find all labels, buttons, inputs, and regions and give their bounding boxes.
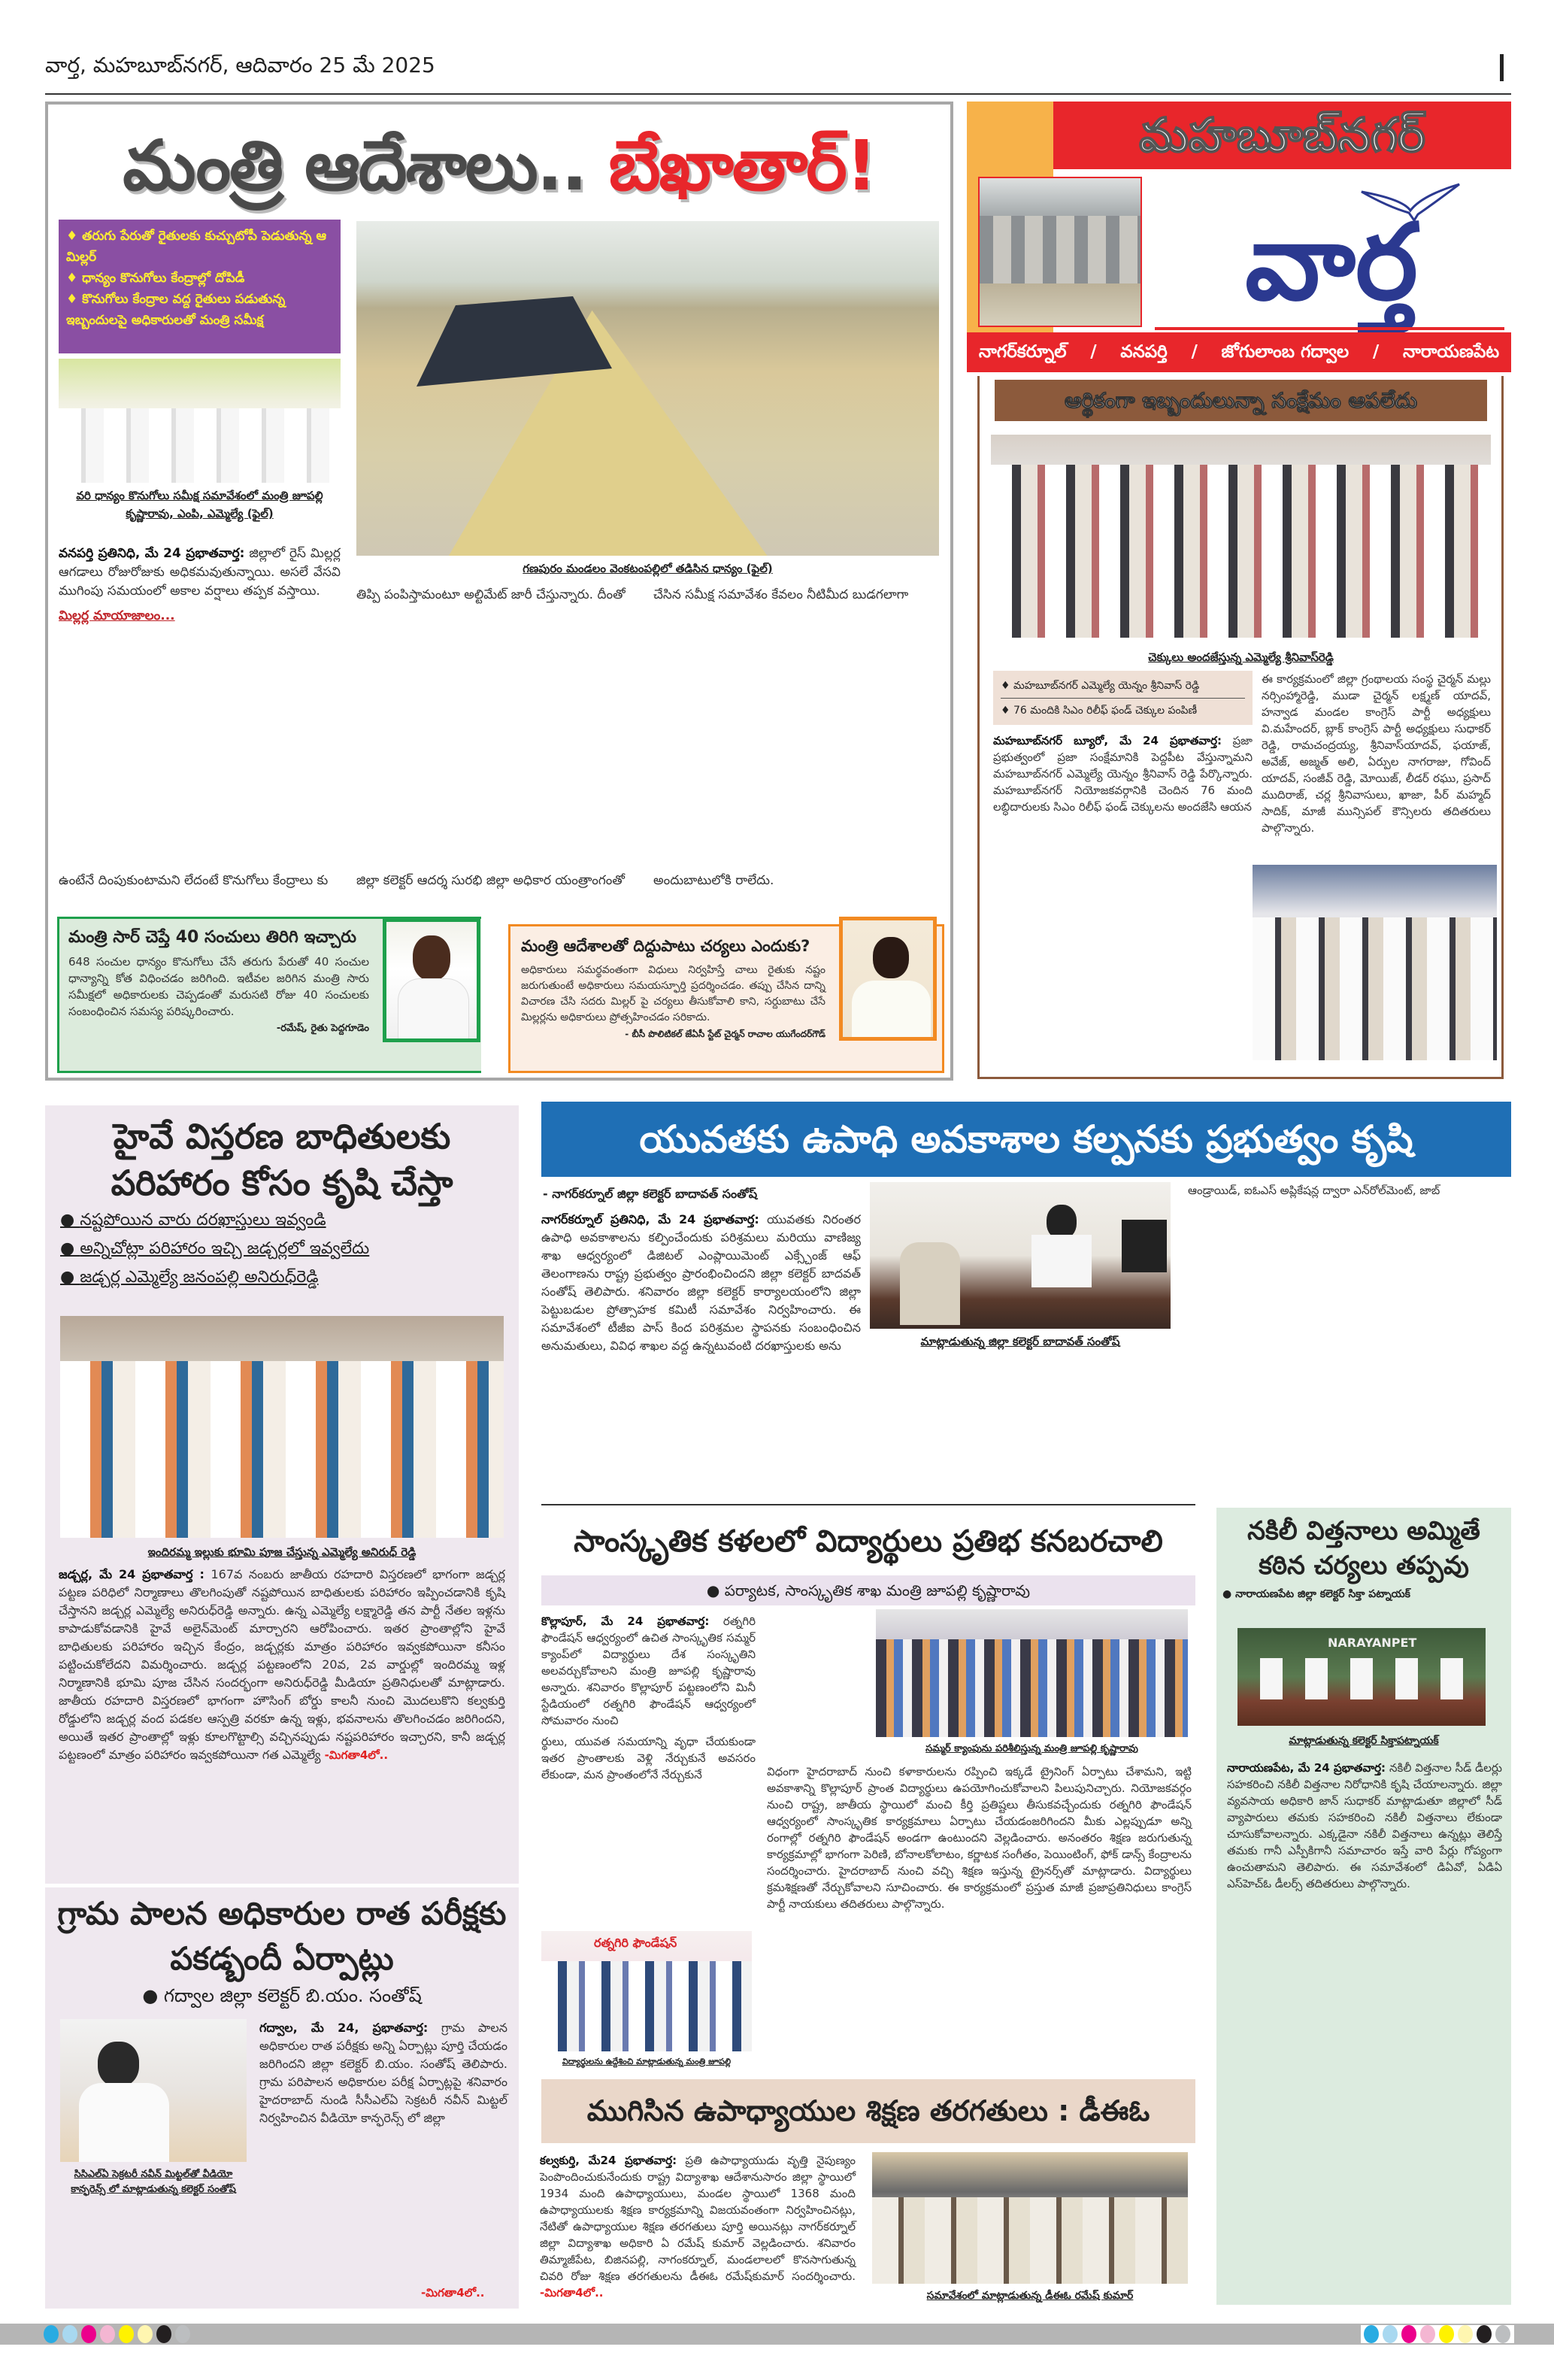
continued-marker: -మిగతా4లో.. <box>421 2286 485 2300</box>
youth-headline: యువతకు ఉపాధి అవకాశాల కల్పనకు ప్రభుత్వం కృషి <box>639 1117 1413 1161</box>
culture-column-1-end: ర్థులు, యువత సమయాన్ని వృధా చేయకుండా ఇతర ప్రాంతాలకు వెళ్లి నేర్చుకునే అవసరం లేకుండా, మన ప్రాంతంలోనే నేర్చుకునే <box>541 1735 756 1781</box>
seeds-body: నారాయణపేట, మే 24 ప్రభాతవార్త: నకిలీ విత్తనాల సీడ్ డీలర్లు సహకరించి నకిలీ విత్తనాల నిరోధానికి కృషి చేయాలన్నారు. జిల్లా వ్యవసాయ అధికారి జాన్ సుధాకర్ మాట్లాడుతూ జిల్లాలో సీడ్ వ్యాపారులు తమకు సహకరించి నకిలీ విత్తనాలు లేకుండా చూసుకోవాలన్నారు. ఎక్కడైనా నకిలీ విత్తనాలు ఉన్నట్లు తెలిస్తే తమకు గానీ ఎస్పీకిగానీ సమాచారం ఇస్తే వారి పేర్లు గోప్యంగా ఉంచుతామని తెలిపారు. ఈ సమావేశంలో డిఏవో, ఏడిఏ ఎస్‌హెచ్‌ఓ డీలర్స్ తదితరులు పాల్గొన్నారు. <box>1227 1761 1502 1890</box>
photo-sign-text: NARAYANPET <box>1328 1636 1417 1650</box>
bhoomi-puja-caption: ఇందిరమ్మ ఇల్లుకు భూమి పూజ చేస్తున్న ఎమ్మెల్యే అనిరుధ్ రెడ్డి <box>147 1545 417 1559</box>
masthead-districts: నాగర్‌కర్నూల్ / వనపర్తి / జోగులాంబ గద్వాల / నారాయణపేట <box>967 332 1511 372</box>
collector-santosh-caption: మాట్లాడుతున్న జిల్లా కలెక్టర్ బాదావత్ సంతోష్ <box>920 1335 1120 1348</box>
yugender-goud-photo <box>839 917 937 1041</box>
page-header <box>45 53 1511 95</box>
color-dot <box>44 2325 59 2343</box>
color-dot <box>1458 2325 1473 2343</box>
lead-headline-part1: మంత్రి ఆదేశాలు.. <box>123 126 586 206</box>
bullet: ● నష్టపోయిన వారు దరఖాస్తులు ఇవ్వండి <box>60 1211 326 1229</box>
deo-body: కల్వకుర్తి, మే24 ప్రభాతవార్త: ప్రతి ఉపాధ్యాయుడు వృత్తి నైపుణ్యం పెంపొందించుకునేందుకు రాష్ట్ర విద్యాశాఖ ఆదేశానుసారం జిల్లా స్థాయిలో 1934 మంది ఉపాధ్యాయులు, మండల స్థాయిలో 1368 మంది ఉపాధ్యాయులకు శిక్షణ కార్యక్రమాన్ని విజయవంతంగా నిర్వహించినట్లు, నేటితో ఉపాధ్యాయుల శిక్షణ తరగతులు పూర్తి అయినట్లు నాగర్‌కర్నూల్ జిల్లా విద్యాశాఖ అధికారి ఏ రమేష్ కుమార్ వెల్లడించారు. శనివారం తిమ్మాజీపేట, బిజినపల్లి, నాగంకర్నూల్, మండలాలలో కొనసాగుతున్న చివరి రోజు శిక్షణ తరగతులను డీఈఓ రమేష్‌కుమార్ సందర్శించారు. -మిగతా4లో.. <box>540 2154 856 2300</box>
highway-heading-block <box>53 1113 511 1292</box>
quote-title: మంత్రి సార్ చెప్తే 40 సంచులు తిరిగి ఇచ్చారు <box>68 928 356 947</box>
district-nagarkurnool: నాగర్‌కర్నూల్ <box>978 342 1067 362</box>
culture-headline: సాంస్కృతిక కళలలో విద్యార్థులు ప్రతిభ కనబరచాలి <box>574 1524 1163 1559</box>
quote-title: మంత్రి ఆదేశాలతో దిద్దుపాటు చర్యలు ఎందుకు? <box>521 937 810 955</box>
gadwal-subline: ● గద్వాల జిల్లా కలెక్టర్ బి.యం. సంతోష్ <box>142 1985 422 2006</box>
bhoomi-puja-photo <box>60 1316 504 1538</box>
cheque-photo-caption: చెక్కులు అందజేస్తున్న ఎమ్మెల్యే శ్రీనివాస్‌రెడ్డి <box>1148 650 1334 664</box>
registration-marks-left <box>44 2325 194 2343</box>
welfare-dateline: మహబూబ్‌నగర్ బ్యూరో, మే 24 ప్రభాతవార్త: <box>993 734 1222 747</box>
lead-column-2-end: జిల్లా కలెక్టర్ ఆదర్శ సురభి జిల్లా అధికార యంత్రాంగంతో <box>356 873 625 888</box>
masthead <box>967 102 1511 372</box>
deo-headline-band <box>541 2079 1195 2143</box>
highway-story <box>45 1105 519 1884</box>
welfare-headline-band <box>995 380 1487 421</box>
culture-column-1: కొల్లాపూర్, మే 24 ప్రభాతవార్త: రత్నగిరి ఫౌండేషన్ ఆధ్వర్యంలో ఉచిత సాంస్కృతిక సమ్మర్ క్యాంప్‌లో విద్యార్థులు దేశ సంస్కృతిని అలవర్చుకోవాలని మంత్రి జూపల్లి కృష్ణారావు అన్నారు. శనివారం కొల్లాపూర్ పట్టణంలోని మినీ స్టేడియంలో రత్నగిరి ఫౌండేషన్ ఆధ్వర్యంలో సోమవారం నుంచి <box>541 1614 756 1727</box>
color-dot <box>175 2325 190 2343</box>
color-dot <box>1364 2325 1379 2343</box>
welfare-headline: ఆర్థికంగా ఇబ్బందులున్నా సంక్షేమం ఆపలేదు <box>1064 388 1418 413</box>
gadwal-heading-block <box>53 1891 511 2010</box>
lead-column-1-end: ఉంటేనే దింపుకుంటామని లేదంటే కొనుగోలు కేంద్రాలు కు <box>59 873 329 888</box>
youth-byline: - నాగర్‌కర్నూల్ జిల్లా కలెక్టర్ బాదావత్ సంతోష్ <box>543 1187 758 1201</box>
culture-subline-band: ● పర్యాటక, సాంస్కృతిక శాఖ మంత్రి జూపల్లి కృష్ణారావు <box>541 1575 1195 1605</box>
welfare-column-1: మహబూబ్‌నగర్ బ్యూరో, మే 24 ప్రభాతవార్త: ప్రజా ప్రభుత్వంలో ప్రజా సంక్షేమానికి పెద్దపీట వేస్తున్నామని మహబూబ్‌నగర్ ఎమ్మెల్యే యెన్నం శ్రీనివాస్ రెడ్డి పేర్కొన్నారు. మహబూబ్‌నగర్ నియోజకవర్గానికి చెందిన 76 మంది లబ్ధిదారులకు సిఎం రిలీఫ్ ఫండ్ చెక్కులను అందజేసి ఆయన <box>993 734 1253 814</box>
culture-column-3: విధంగా హైదరాబాద్ నుంచి కళాకారులను రప్పించి ఇక్కడే ట్రైనింగ్ ఏర్పాటు చేశామని, ఇట్టి అవకాశాన్ని కొల్లాపూర్ ప్రాంత విద్యార్థులు ఉపయోగించుకోవాలని పిలుపునిచ్చారు. నియోజకవర్గం నుంచి రాష్ట్ర, జాతీయ స్థాయిలో మంచి కీర్తి ప్రతిష్టలు తీసుకవచ్చేందుకు రత్నగిరి ఫౌండేషన్ ఆధ్వర్యంలో సాంస్కృతిక కార్యక్రమాలు ఏర్పాటు చేయడంజరిగిందని మీకు ఎల్లప్పుడూ అన్ని రంగాల్లో రత్నగిరి ఫౌండేషన్ అండగా ఉంటుందని వెల్లడించారు. అనంతరం శిక్షణ జరుగుతున్న కార్యక్రమాల్లో భాగంగా పెరిణి, బోనాలకోలాటం, కర్ణాటక సంగీతం, పెయింటింగ్, ఫోక్ డాన్స్ కేంద్రాలను సందర్శించారు. హైదరాబాద్ నుంచి వచ్చి శిక్షణ ఇస్తున్న ట్రైనర్స్‌తో మాట్లాడారు. విద్యార్థులు క్రమశిక్షణతో నేర్చుకోవాలని సూచించారు. ఈ కార్యక్రమంలో ప్రస్తుత మాజీ ప్రజాప్రతినిధులు కాంగ్రెస్ పార్టీ నాయకులు తదితరులు పాల్గొన్నారు. <box>767 1765 1192 1911</box>
culture-text-column-1 <box>541 1613 756 1783</box>
highway-headline: హైవే విస్తరణ బాధితులకు పరిహారం కోసం కృషి చేస్తా <box>111 1116 453 1203</box>
collector-sikta-caption: మాట్లాడుతున్న కలెక్టర్ సిక్తాపట్నాయక్ <box>1289 1735 1439 1747</box>
collector-sikta-photo <box>1237 1628 1486 1726</box>
highway-dateline: జడ్చర్ల, మే 24 ప్రభాతవార్త : <box>59 1567 204 1581</box>
highlight: ♦ తరుగు పేరుతో రైతులకు కుచ్చుటోపీ పెడుతున్న ఆ మిల్లర్ <box>66 229 327 265</box>
district-wanaparthy: వనపర్తి <box>1120 342 1168 362</box>
color-dot <box>156 2325 171 2343</box>
review-meeting-photo <box>59 359 341 483</box>
color-dot <box>100 2325 115 2343</box>
gadwal-dateline: గద్వాల, మే 24, ప్రభాతవార్త: <box>259 2021 429 2035</box>
gadwal-headline: గ్రామ పాలన అధికారుల రాత పరీక్షకు పకడ్బందీ ఏర్పాట్లు <box>57 1895 507 1977</box>
bullet: ● అన్నిచోట్లా పరిహారం ఇచ్చి జడ్చర్లలో ఇవ్వలేదు <box>60 1239 370 1258</box>
lead-column-3-end: అందుబాటులోకి రాలేదు. <box>653 873 774 888</box>
lead-headline <box>56 121 943 211</box>
masthead-region: మహబూబ్‌నగర్ <box>1139 108 1425 162</box>
quote-text: అధికారులు సమర్థవంతంగా విధులు నిర్వహిస్తే చాలు రైతుకు నష్టం జరుగుతుంటే అధికారులు సమయస్ఫూర్తి ప్రదర్శించడం. తప్పు చేసిన దాన్ని విచారణ చేసి సదరు మిల్లర్ పై చర్యలు తీసుకోవాలి కాని, సర్దుబాటు చేసే మిల్లర్లను అధికారులు ప్రోత్సహించడం సరికాదు. <box>521 964 825 1023</box>
color-dot <box>1477 2325 1492 2343</box>
photo-banner-text: రత్నగిరి ఫౌండేషన్ <box>594 1936 677 1950</box>
district-gadwal: జోగులాంబ గద్వాల <box>1221 342 1350 362</box>
collector-video-conference-photo <box>60 2019 247 2162</box>
bullet: ● జడ్చర్ల ఎమ్మెల్యే జనంపల్లి అనిరుధ్‌రెడ్డి <box>60 1268 319 1287</box>
culture-subline: పర్యాటక, సాంస్కృతిక శాఖ మంత్రి జూపల్లి కృష్ణారావు <box>724 1581 1031 1599</box>
highway-body: జడ్చర్ల, మే 24 ప్రభాతవార్త : 167వ నంబరు జాతీయ రహదారి విస్తరణలో భాగంగా జడ్చర్ల పట్టణ పరిధిలో నిర్మాణాలు తొలగింపుతో నష్టపోయిన బాధితులకు పరిహారం ఇప్పించడానికి కృషి చేస్తానని జడ్చర్ల ఎమ్మెల్యే అనిరుధ్‌రెడ్డి అన్నారు. ఉన్న ఎమ్మెల్యే లక్ష్మారెడ్డి తన పార్టీ నేతల ఇళ్లను కాపాడుకోవడానికి హైవే అలైన్‌మెంట్ మార్చారని ఆరోపించారు. ఇతర ప్రాంతాల్లోని హైవే బాధితులకు పరిహారం ఇచ్చిన కేంద్రం, జడ్చర్లకు మాత్రం పరిహారం ఇవ్వకపోయినా కనీసం పట్టించుకోలేదని విమర్శించారు. జడ్చర్ల పట్టణంలోని 20వ, 2వ వార్డుల్లో ఇందిరమ్మ ఇళ్ల నిర్మాణానికి భూమి పూజ చేసిన సందర్భంగా అనిరుధ్‌రెడ్డి మీడియా ప్రతినిధులతో మాట్లాడారు. జాతీయ రహదారి విస్తరణలో భాగంగా హౌసింగ్ బోర్డు కాలనీ నుంచి మొదలుకొని కల్వకుర్తి రోడ్డులోని జడ్చర్ల వంద పడకల ఆస్పత్రి వరకూ ఉన్న ఇళ్లు, భవనాలను తొలగించడం జరిగిందని, అయితే ఇతర ప్రాంతాల్లో ఇళ్లు కూలగొట్టాల్సి వచ్చినప్పుడు నష్టపరిహారం ఇచ్చారని, కానీ జడ్చర్ల పట్టణంలో మాత్రం పరిహారం ఇవ్వకపోయినా గత ఎమ్మెల్యే -మిగతా4లో.. <box>59 1567 505 1762</box>
page-dateline: వార్త, మహబూబ్‌నగర్, ఆదివారం 25 మే 2025 <box>45 53 435 77</box>
color-dot <box>138 2325 153 2343</box>
welfare-story <box>977 376 1504 1079</box>
quote-attribution: - బీసీ పొలిటికల్ జేఏసీ స్టేట్ చైర్మన్ రాచాల యుగేందర్‌గౌడ్ <box>625 1029 825 1039</box>
minister-addressing-caption: విద్యార్థులను ఉద్దేశించి మాట్లాడుతున్న మంత్రి జూపల్లి <box>562 2057 732 2066</box>
lead-headline-part2: బేఖాతార్! <box>608 126 876 206</box>
lead-dateline: వనపర్తి ప్రతినిధి, మే 24 ప్రభాతవార్త: <box>59 546 245 561</box>
youth-column-3: ఆండ్రాయిడ్, ఐఓఎస్ అప్లికేషన్ల ద్వారా ఎన్‌రోల్‌మెంట్, జాబ్ <box>1188 1184 1440 1197</box>
highlight: ♦ ధాన్యం కొనుగోలు కేంద్రాల్లో దోపిడీ <box>66 271 245 286</box>
registration-marks-right <box>1361 2325 1514 2343</box>
lead-column-3: చేసిన సమీక్ష సమావేశం కేవలం నీటిమీద బుడగలాగా <box>653 587 909 602</box>
highlight: ♦ 76 మందికి సిఎం రిలీఫ్ ఫండ్ చెక్కుల పంపిణీ <box>1001 705 1198 717</box>
youth-dateline: నాగర్‌కర్నూల్ ప్రతినిధి, మే 24 ప్రభాతవార్త: <box>541 1212 759 1226</box>
gadwal-body: గద్వాల, మే 24, ప్రభాతవార్త: గ్రామ పాలన అధికారుల రాత పరీక్షకు అన్ని ఏర్పాట్లు పూర్తి చేయడం జరిగిందని జిల్లా కలెక్టర్ బి.యం. సంతోష్ తెలిపారు. గ్రామ పరిపాలన అధికారుల పరీక్ష ఏర్పాట్లపై శనివారం హైదరాబాద్ నుండి సీసీఎల్ఏ సెక్రటరీ నవీన్ మిట్టల్ నిర్వహించిన వీడియో కాన్ఫరెన్స్ లో జిల్లా <box>259 2021 507 2125</box>
wet-paddy-photo <box>356 221 939 556</box>
dam-photo <box>978 177 1142 327</box>
page-edge-mark <box>1500 54 1504 81</box>
lead-subhead: మిల్లర్ల మాయాజాలం... <box>59 608 175 623</box>
color-dot <box>1383 2325 1398 2343</box>
collector-video-conference-caption: సిసిఎల్ఏ సెక్రటరీ నవీన్ మిట్టల్‌తో వీడియో కాన్ఫరెన్స్ లో మాట్లాడుతున్న కలెక్టర్ సంతోష్ <box>71 2169 236 2195</box>
color-dot <box>1495 2325 1510 2343</box>
wet-paddy-caption: గణపురం మండలం వెంకటంపల్లిలో తడిసిన ధాన్యం (ఫైల్) <box>523 562 773 575</box>
gadwal-story <box>45 1887 519 2309</box>
lead-highlights-box <box>59 220 341 353</box>
color-dot <box>62 2325 77 2343</box>
cheque-distribution-photo <box>991 435 1491 638</box>
seeds-headline: నకిలీ విత్తనాలు అమ్మితే కఠిన చర్యలు తప్పవు <box>1247 1516 1480 1581</box>
continued-marker: -మిగతా4లో.. <box>540 2286 604 2300</box>
summer-camp-caption: సమ్మర్ క్యాంపును పరిశీలిస్తున్న మంత్రి జూపల్లి కృష్ణారావు <box>925 1743 1138 1754</box>
masthead-logo: వార్త <box>1245 202 1418 324</box>
farmer-ramesh-photo <box>383 918 480 1042</box>
deo-dateline: కల్వకుర్తి, మే24 ప్రభాతవార్త: <box>540 2154 677 2167</box>
seeds-subline: ● నారాయణపేట జిల్లా కలెక్టర్ సిక్తా పట్నాయక్ <box>1222 1588 1410 1600</box>
collector-santosh-photo <box>870 1182 1171 1329</box>
seeds-story <box>1216 1508 1511 2305</box>
lead-story <box>45 102 953 1081</box>
review-meeting-caption: వరి ధాన్యం కొనుగోలు సమీక్ష సమావేశంలో మంత్రి జూపల్లి కృష్ణారావు, ఎంపి, ఎమ్మెల్యే (ఫైల్) <box>76 489 323 520</box>
highlight: ♦ మహబూబ్‌నగర్ ఎమ్మెల్యే యెన్నం శ్రీనివాస్ రెడ్డి <box>1001 674 1245 699</box>
welfare-highlights <box>993 671 1253 725</box>
quote-text: 648 సంచుల ధాన్యం కొనుగోలు చేసే తరుగు పేరుతో 40 సంచుల ధాన్యాన్ని కోత విధించడం జరిగింది. ఇటీవల జరిగిన మంత్రి సారు సమీక్షలో అధికారులకు చెప్పడంతో మరుసటి రోజు 40 సంచులకు సంబంధించిన సమస్య పరిష్కరించారు. <box>68 955 369 1018</box>
color-dot <box>119 2325 134 2343</box>
footer-bar <box>0 2324 1554 2345</box>
seeds-dateline: నారాయణపేట, మే 24 ప్రభాతవార్త: <box>1227 1761 1386 1775</box>
youth-column-1: నాగర్‌కర్నూల్ ప్రతినిధి, మే 24 ప్రభాతవార్త: యువతకు నిరంతర ఉపాధి అవకాశాలను కల్పించేందుకు పరిశ్రమలు మరియు వాణిజ్య శాఖ ఆధ్వర్యంలో డిజిటల్ ఎంప్లాయిమెంట్ ఎక్స్చేంజ్ ఆఫ్ తెలంగాణను రాష్ట్ర ప్రభుత్వం ప్రారంభించిందని జిల్లా కలెక్టర్ బాదవత్ సంతోష్ తెలిపారు. శనివారం జిల్లా కలెక్టర్ కార్యాలయంలోని జిల్లా పెట్టుబడుల ప్రోత్సాహక కమిటీ సమావేశం నిర్వహించారు. ఈ సమావేశంలో టీజీఐ పాస్ కింద పరిశ్రమల స్థాపనకు సంబంధించిన అనుమతులు, వివిధ శాఖల వద్ద ఉన్నటువంటి దరఖాస్తులకు అను <box>541 1212 861 1353</box>
section-divider <box>541 1504 1195 1505</box>
culture-dateline: కొల్లాపూర్, మే 24 ప్రభాతవార్త: <box>541 1614 710 1628</box>
quote-attribution: -రమేష్, రైతు పెద్దగూడెం <box>276 1023 369 1034</box>
color-dot <box>1401 2325 1416 2343</box>
lead-column-2: తిప్పి పంపిస్తామంటూ అల్టిమేట్ జారీ చేస్తున్నారు. దీంతో <box>356 587 626 602</box>
district-narayanpet: నారాయణపేట <box>1402 342 1500 362</box>
highlight: ♦ కొనుగోలు కేంద్రాల వద్ద రైతులు పడుతున్న ఇబ్బందులపై అధికారులతో మంత్రి సమీక్ష <box>66 292 286 328</box>
youth-headline-band <box>541 1102 1511 1177</box>
color-dot <box>1420 2325 1435 2343</box>
deo-meeting-caption: సమావేశంలో మాట్లాడుతున్న డీఈఓ రమేష్ కుమార్ <box>926 2290 1134 2302</box>
lead-column-1: వనపర్తి ప్రతినిధి, మే 24 ప్రభాతవార్త: జిల్లాలో రైస్ మిల్లర్ల ఆగడాలు రోజురోజుకు అధికమవుతున్నాయి. అసలే వేసవి ముగింపు సమయంలో అకాల వర్షాలు తప్పక వస్తాయి. మిల్లర్ల మాయాజాలం... <box>59 544 341 626</box>
color-dot <box>81 2325 96 2343</box>
beneficiaries-photo <box>1253 865 1497 1060</box>
deo-meeting-photo <box>872 2152 1188 2284</box>
masthead-region-band <box>1053 102 1511 169</box>
color-dot <box>1439 2325 1454 2343</box>
minister-addressing-photo <box>541 1931 752 2051</box>
summer-camp-photo <box>876 1609 1188 1737</box>
deo-headline: ముగిసిన ఉపాధ్యాయుల శిక్షణ తరగతులు : డీఈఓ <box>586 2094 1150 2127</box>
masthead-logo-underline <box>1155 327 1504 330</box>
seeds-heading-block <box>1222 1514 1505 1602</box>
welfare-column-2: ఈ కార్యక్రమంలో జిల్లా గ్రంథాలయ సంస్థ చైర్మన్ మల్లు నర్సింహ్మారెడ్డి, ముడా చైర్మన్ లక్ష్మణ్ యాదవ్, హన్వాడ మండల కాంగ్రెస్ పార్టీ అధ్యక్షులు వి.మహేందర్, బ్లాక్ కాంగ్రెస్ పార్టీ అధ్యక్షులు సుధాకర్ రెడ్డి, రామచంద్రయ్య, శ్రీనివాస్‌యాదవ్, ఫయాజ్, అవేజ్, అజ్మత్ అలి, ఏర్పుల నాగరాజు, గోవింద్ యాదవ్, సంజీవ్ రెడ్డి, మోయిజ్, లీడర్ రఘు, ప్రసాద్ ముదిరాజ్, చర్ల శ్రీనివాసులు, ఖాజా, పీర్ మహ్మద్ సాదిక్, మాజీ మున్సిపల్ కౌన్సిలరు తదితరులు పాల్గొన్నారు. <box>1262 672 1491 835</box>
continued-marker: -మిగతా4లో.. <box>324 1748 389 1762</box>
